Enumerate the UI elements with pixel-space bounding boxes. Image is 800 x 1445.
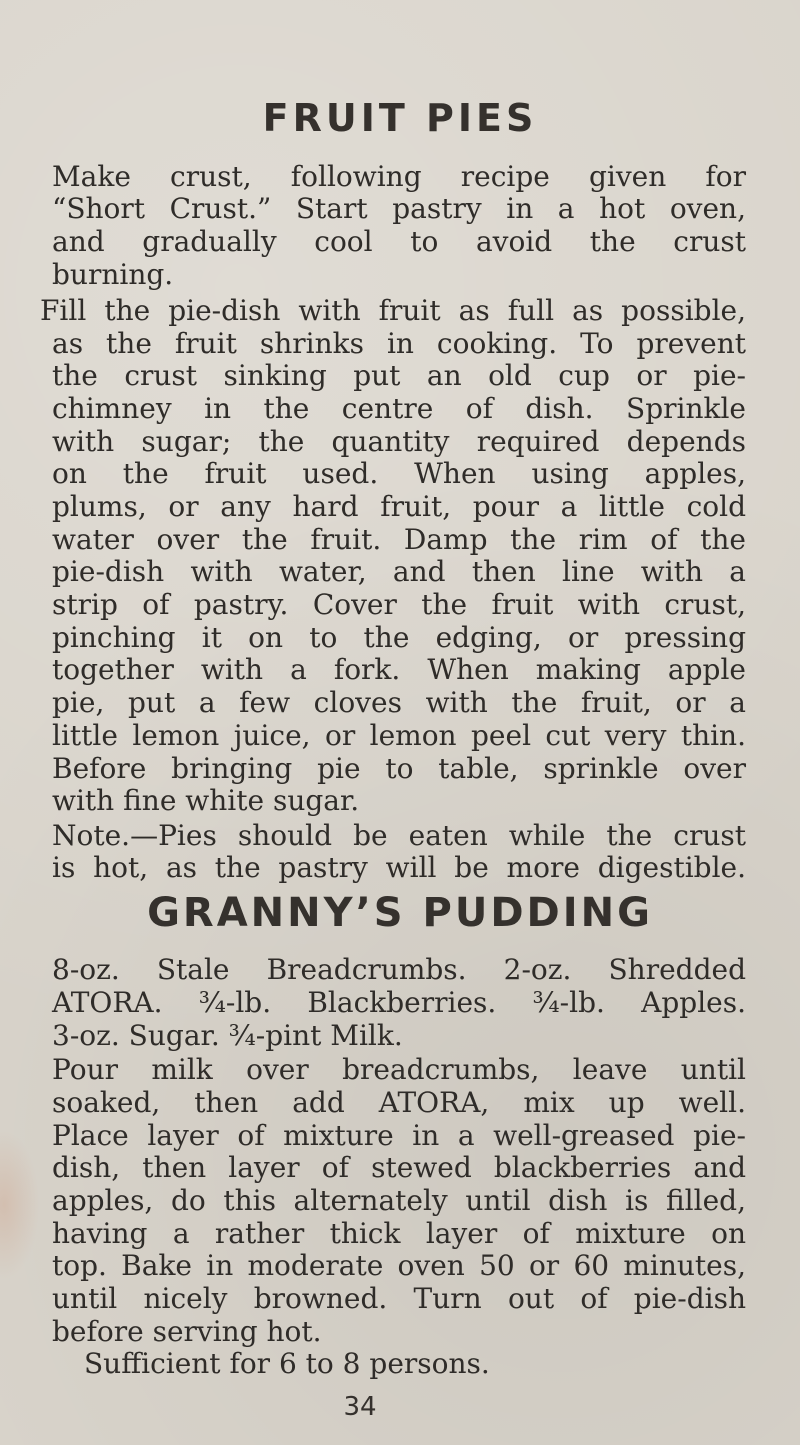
pudding-line: apples, do this alternately until dish is filled, — [52, 1184, 746, 1217]
fruit-pies-line: water over the fruit. Damp the rim of the — [52, 523, 746, 556]
fruit-pies-note: is hot, as the pastry will be more digestible. — [52, 851, 746, 884]
pudding-line: Pour milk over breadcrumbs, leave until — [52, 1053, 746, 1086]
fruit-pies-line: pinching it on to the edging, or pressing — [52, 621, 746, 654]
fruit-pies-note: Note.—Pies should be eaten while the crust — [52, 819, 746, 852]
fruit-pies-line: and gradually cool to avoid the crust — [52, 225, 746, 258]
pudding-line: dish, then layer of stewed blackberries and — [52, 1151, 746, 1184]
fruit-pies-line: Fill the pie-dish with fruit as full as possible, — [40, 294, 746, 327]
pudding-line: soaked, then add ATORA, mix up well. — [52, 1086, 746, 1119]
fruit-pies-line: the crust sinking put an old cup or pie- — [52, 359, 746, 392]
fruit-pies-line: plums, or any hard fruit, pour a little cold — [52, 490, 746, 523]
fruit-pies-line: pie-dish with water, and then line with a — [52, 555, 746, 588]
grannys-pudding-title: GRANNY’S PUDDING — [147, 890, 653, 936]
fruit-pies-line: chimney in the centre of dish. Sprinkle — [52, 392, 746, 425]
pudding-line: until nicely browned. Turn out of pie-dish — [52, 1282, 746, 1315]
fruit-pies-title: FRUIT PIES — [262, 96, 538, 140]
pudding-line: having a rather thick layer of mixture on — [52, 1217, 746, 1250]
ingredients-line: 8-oz. Stale Breadcrumbs. 2-oz. Shredded — [52, 953, 746, 986]
fruit-pies-line: on the fruit used. When using apples, — [52, 457, 746, 490]
page-number: 34 — [343, 1392, 377, 1422]
fruit-pies-line: as the fruit shrinks in cooking. To prevent — [52, 327, 746, 360]
fruit-pies-line: Before bringing pie to table, sprinkle over — [52, 752, 746, 785]
fruit-pies-line: burning. — [52, 258, 174, 291]
fruit-pies-line: with fine white sugar. — [52, 784, 360, 817]
pudding-line: top. Bake in moderate oven 50 or 60 minutes, — [52, 1249, 746, 1282]
fruit-pies-line: “Short Crust.” Start pastry in a hot oven, — [52, 192, 746, 225]
fruit-pies-line: little lemon juice, or lemon peel cut very thin. — [52, 719, 746, 752]
pudding-line: Place layer of mixture in a well-greased pie- — [52, 1119, 746, 1152]
page-stain — [0, 1130, 40, 1280]
fruit-pies-line: strip of pastry. Cover the fruit with crust, — [52, 588, 746, 621]
fruit-pies-line: Make crust, following recipe given for — [52, 160, 746, 193]
pudding-line: before serving hot. — [52, 1315, 322, 1348]
pudding-servings: Sufficient for 6 to 8 persons. — [84, 1347, 490, 1380]
fruit-pies-line: with sugar; the quantity required depends — [52, 425, 746, 458]
fruit-pies-line: pie, put a few cloves with the fruit, or a — [52, 686, 746, 719]
fruit-pies-line: together with a fork. When making apple — [52, 653, 746, 686]
ingredients-line: ATORA. ¾-lb. Blackberries. ¾-lb. Apples. — [52, 986, 746, 1019]
ingredients-line: 3-oz. Sugar. ¾-pint Milk. — [52, 1019, 403, 1052]
